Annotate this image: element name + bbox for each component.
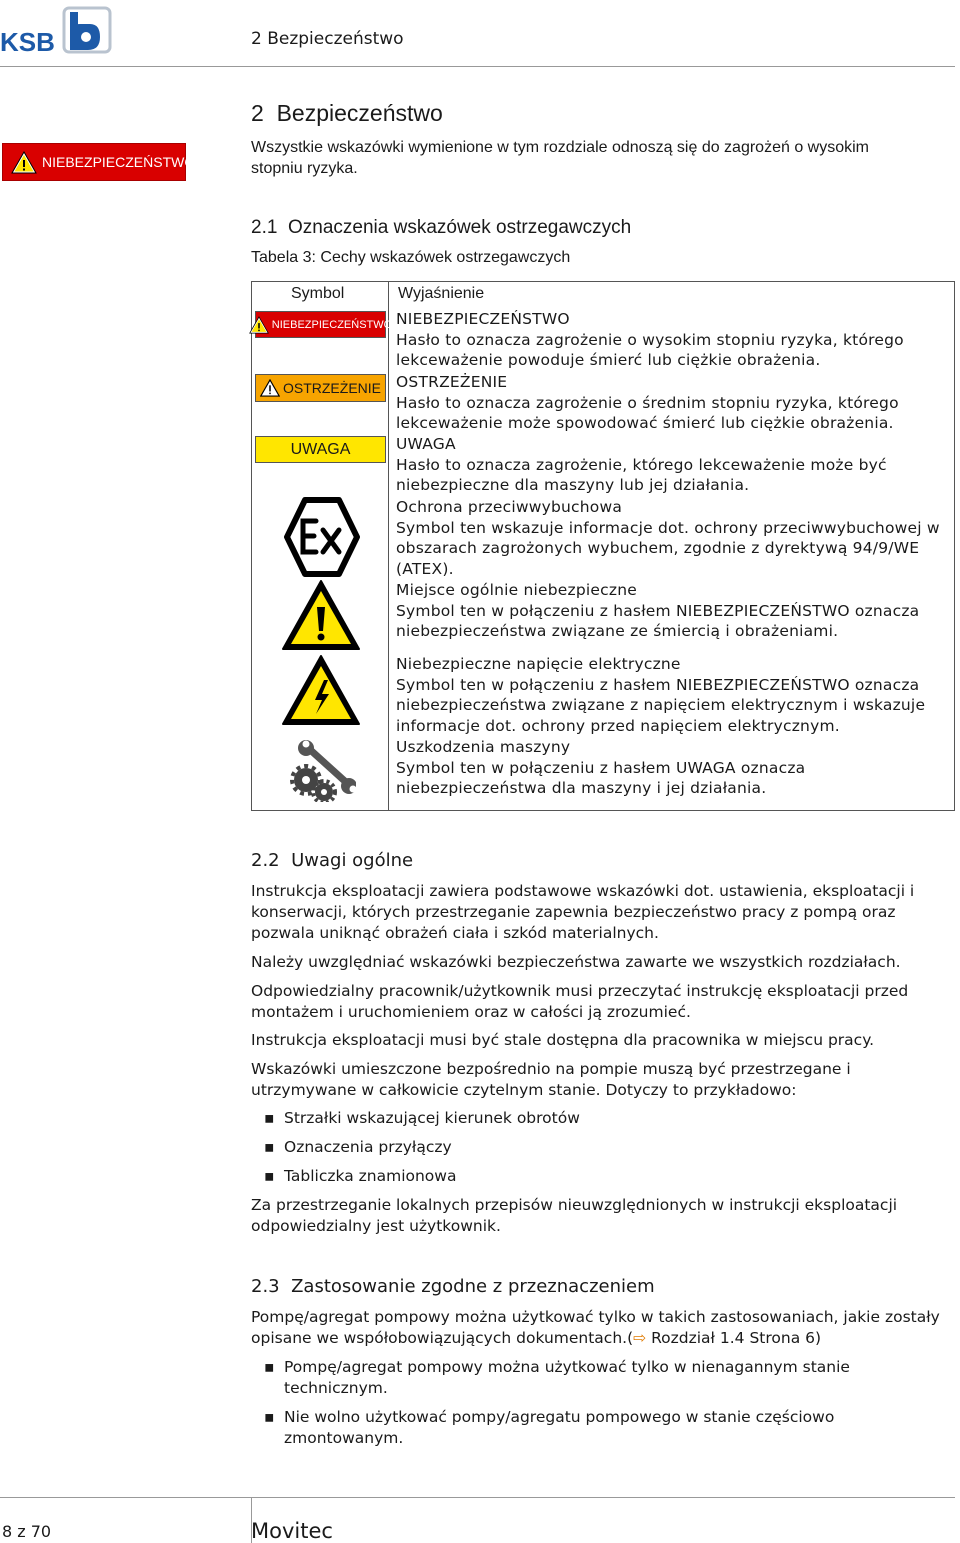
signal-danger <box>255 311 393 338</box>
bullet-marker: ▪ <box>264 1109 275 1127</box>
paragraph: Instrukcja eksploatacji musi być stale dostępna dla pracownika w miejscu pracy. <box>251 1031 875 1049</box>
row-danger-text <box>396 309 951 371</box>
signal-warning <box>255 374 386 402</box>
paragraph: Należy uwzględniać wskazówki bezpieczeństwa zawarte we wszystkich rozdziałach. <box>251 953 901 971</box>
row-description: Hasło to oznacza zagrożenie, którego lekceważenie może być niebezpieczne dla maszyny lub jej działania. <box>396 455 887 494</box>
row-description: Symbol ten w połączeniu z hasłem NIEBEZPIECZEŃSTWO oznacza niebezpieczeństwa związane z napięciem elektrycznym i wskazuje informacje dot. ochrony przed napięciem elektrycznym. <box>396 675 926 735</box>
general-danger-icon <box>281 579 361 651</box>
warning-triangle-icon <box>249 316 269 334</box>
subsection-title: Zastosowanie zgodne z przeznaczeniem <box>291 1276 655 1297</box>
subsection-2-1-heading <box>251 217 631 239</box>
subsection-title: Oznaczenia wskazówek ostrzegawczych <box>287 217 632 238</box>
row-machine-damage-text <box>396 737 951 799</box>
page-number: 8 z 70 <box>2 1522 52 1541</box>
section-number: 2 <box>251 100 264 126</box>
signal-warning-label: OSTRZEŻENIE <box>282 380 381 396</box>
table-caption: Tabela 3: Cechy wskazówek ostrzegawczych <box>251 249 571 266</box>
table-column-divider <box>388 281 389 811</box>
paragraph <box>251 1307 951 1349</box>
paragraph: Wskazówki umieszczone bezpośrednio na pompie muszą być przestrzegane i utrzymywane w całkowicie czytelnym stanie. Dotyczy to przykładowo: <box>251 1060 851 1099</box>
electric-voltage-icon <box>281 654 361 726</box>
section-heading <box>251 100 443 127</box>
row-caution-text <box>396 434 951 496</box>
signal-danger-label: NIEBEZPIECZEŃSTWO <box>271 318 393 331</box>
row-ex-text <box>396 497 951 579</box>
subsection-number: 2.2 <box>251 850 280 871</box>
logo-text: KSB <box>0 27 55 56</box>
row-title: UWAGA <box>396 435 456 453</box>
paragraph: Instrukcja eksploatacji zawiera podstawowe wskazówki dot. ustawienia, eksploatacji i konserwacji, których przestrzeganie zapewnia bezpieczeństwo pracy z pompą oraz pozwala uniknąć obrażeń ciała i szkód materialnych. <box>251 882 915 942</box>
ex-explosion-protection-icon <box>283 496 361 578</box>
row-title: Uszkodzenia maszyny <box>396 738 571 756</box>
ksb-logo <box>0 4 115 56</box>
danger-badge-label: NIEBEZPIECZEŃSTWO <box>42 154 196 170</box>
bullet-marker: ▪ <box>264 1167 275 1185</box>
signal-caution-label: UWAGA <box>290 440 351 458</box>
row-warning-text <box>396 372 951 434</box>
subsection-2-3-heading <box>251 1276 655 1297</box>
list-item: Strzałki wskazującej kierunek obrotów <box>284 1109 580 1127</box>
header-divider <box>0 66 955 67</box>
row-title: Niebezpieczne napięcie elektryczne <box>396 655 681 673</box>
table-header-symbol: Symbol <box>291 285 345 302</box>
signal-caution <box>255 436 386 463</box>
subsection-number: 2.3 <box>251 1276 280 1297</box>
section-intro: Wszystkie wskazówki wymienione w tym rozdziale odnoszą się do zagrożeń o wysokim stopniu ryzyka. <box>251 139 869 177</box>
row-description: Hasło to oznacza zagrożenie o średnim stopniu ryzyka, którego lekceważenie może spowodować śmierć lub ciężkie obrażenia. <box>396 393 899 432</box>
cross-reference-arrow-icon[interactable]: ⇨ <box>633 1329 647 1347</box>
warning-triangle-icon <box>11 151 37 174</box>
row-description: Symbol ten w połączeniu z hasłem NIEBEZPIECZEŃSTWO oznacza niebezpieczeństwa związane ze śmiercią i obrażeniami. <box>396 601 920 640</box>
danger-badge <box>2 143 196 181</box>
table-header-explanation: Wyjaśnienie <box>398 285 485 302</box>
subsection-number: 2.1 <box>251 217 278 238</box>
machine-damage-icon <box>286 740 356 802</box>
list-item: Oznaczenia przyłączy <box>284 1138 452 1156</box>
row-description: Symbol ten w połączeniu z hasłem UWAGA oznacza niebezpieczeństwa dla maszyny i jej działania. <box>396 758 806 797</box>
row-electric-text <box>396 654 951 736</box>
list-item: Pompę/agregat pompowy można użytkować tylko w nienagannym stanie technicznym. <box>284 1358 850 1397</box>
section-title: Bezpieczeństwo <box>276 100 443 126</box>
list-item: Tabliczka znamionowa <box>284 1167 457 1185</box>
paragraph-text: Pompę/agregat pompowy można użytkować tylko w takich zastosowaniach, jakie zostały opisane we współobowiązujących dokumentach.( <box>251 1308 940 1347</box>
row-title: OSTRZEŻENIE <box>396 373 508 391</box>
list-item: Nie wolno użytkować pompy/agregatu pompowego w stanie częściowo zmontowanym. <box>284 1408 835 1447</box>
row-title: Ochrona przeciwwybuchowa <box>396 498 623 516</box>
document-name: Movitec <box>251 1519 333 1543</box>
bullet-marker: ▪ <box>264 1138 275 1156</box>
warning-triangle-icon <box>260 379 280 397</box>
bullet-marker: ▪ <box>264 1358 275 1376</box>
row-title: NIEBEZPIECZEŃSTWO <box>396 310 570 328</box>
subsection-2-2-heading <box>251 850 413 871</box>
bullet-marker: ▪ <box>264 1408 275 1426</box>
header-title: 2 Bezpieczeństwo <box>251 29 404 49</box>
paragraph: Za przestrzeganie lokalnych przepisów nieuwzględnionych w instrukcji eksploatacji odpowiedzialny jest użytkownik. <box>251 1196 898 1235</box>
row-title: Miejsce ogólnie niebezpieczne <box>396 581 637 599</box>
cross-reference-link[interactable]: Rozdział 1.4 Strona 6) <box>646 1329 822 1347</box>
subsection-title: Uwagi ogólne <box>291 850 414 871</box>
row-description: Hasło to oznacza zagrożenie o wysokim stopniu ryzyka, którego lekceważenie powoduje śmierć lub ciężkie obrażenia. <box>396 330 904 369</box>
row-description: Symbol ten wskazuje informacje dot. ochrony przeciwwybuchowej w obszarach zagrożonych wybuchem, zgodnie z dyrektywą 94/9/WE (ATEX). <box>396 518 940 578</box>
paragraph: Odpowiedzialny pracownik/użytkownik musi przeczytać instrukcję eksploatacji przed montażem i uruchomieniem oraz w całości ją zrozumieć. <box>251 982 909 1021</box>
footer-divider <box>0 1497 955 1498</box>
row-general-danger-text <box>396 580 951 642</box>
